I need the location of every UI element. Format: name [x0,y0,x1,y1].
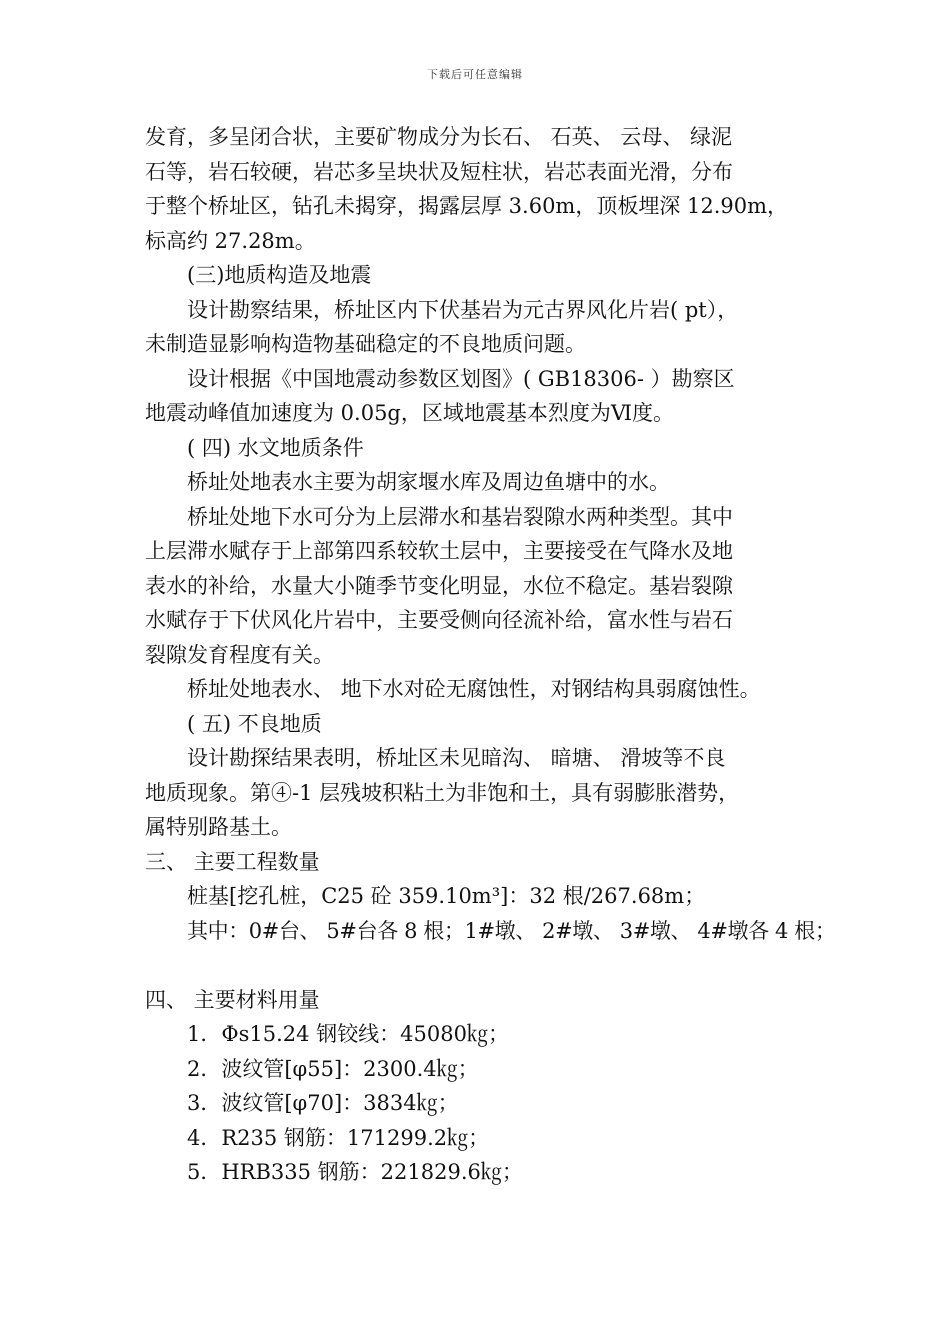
text-line: 表水的补给，水量大小随季节变化明显，水位不稳定。基岩裂隙 [145,573,733,598]
list-item: 3．波纹管[φ70]：3834㎏； [187,1091,459,1115]
text-line: 上层滞水赋存于上部第四系较软土层中，主要接受在气降水及地 [145,539,733,563]
list-item: 2．波纹管[φ55]：2300.4㎏； [187,1056,479,1081]
text-line: 未制造显影响构造物基础稳定的不良地质问题。 [145,332,586,356]
text-line: 石等，岩石较硬，岩芯多呈块状及短柱状，岩芯表面光滑，分布 [145,159,733,184]
text-line: 其中：0#台、 5#台各 8 根；1#墩、 2#墩、 3#墩、 4#墩各 4 根； [187,918,836,943]
text-line: 水赋存于下伏风化片岩中，主要受侧向径流补给，富水性与岩石 [145,608,733,632]
text-line: 发育，多呈闭合状，主要矿物成分为长石、 石英、 云母、 绿泥 [145,125,733,149]
text-line: 设计根据《中国地震动参数区划图》( GB18306- ）勘察区 [187,366,735,391]
chapter-heading: 四、 主要材料用量 [145,987,320,1012]
chapter-heading: 三、 主要工程数量 [145,849,320,874]
text-line: 设计勘探结果表明，桥址区未见暗沟、 暗塘、 滑坡等不良 [187,746,726,770]
list-item: 5．HRB335 钢筋：221829.6㎏； [187,1160,523,1184]
text-line: 桥址处地下水可分为上层滞水和基岩裂隙水两种类型。其中 [187,504,733,529]
blank-line [145,948,815,983]
text-line: 设计勘察结果，桥址区内下伏基岩为元古界风化片岩( pt）， [187,297,739,322]
section-heading: ( 四) 水文地质条件 [187,435,364,460]
text-line: 裂隙发育程度有关。 [145,642,334,667]
list-item: 1．Φs15.24 钢铰线：45080㎏； [187,1022,509,1046]
list-item: 4．R235 钢筋：171299.2㎏； [187,1125,490,1150]
page-header-note: 下载后可任意编辑 [427,68,523,81]
document-body [145,120,836,1190]
section-heading: (三)地质构造及地震 [187,263,372,287]
text-line: 桩基[挖孔桩，C25 砼 359.10m³]：32 根/267.68m； [187,884,706,908]
section-heading: ( 五) 不良地质 [187,711,322,736]
text-line: 地震动峰值加速度为 0.05g，区域地震基本烈度为Ⅵ度。 [145,401,674,425]
text-line: 于整个桥址区，钻孔未揭穿，揭露层厚 3.60m，顶板埋深 12.90m， [145,194,789,218]
text-line: 桥址处地表水、 地下水对砼无腐蚀性，对钢结构具弱腐蚀性。 [187,677,761,701]
text-line: 地质现象。第④-1 层残坡积粘土为非饱和土，具有弱膨胀潜势， [145,780,740,805]
text-line: 桥址处地表水主要为胡家堰水库及周边鱼塘中的水。 [187,470,670,494]
text-line: 标高约 27.28m。 [145,228,316,253]
text-line: 属特别路基土。 [145,815,292,839]
